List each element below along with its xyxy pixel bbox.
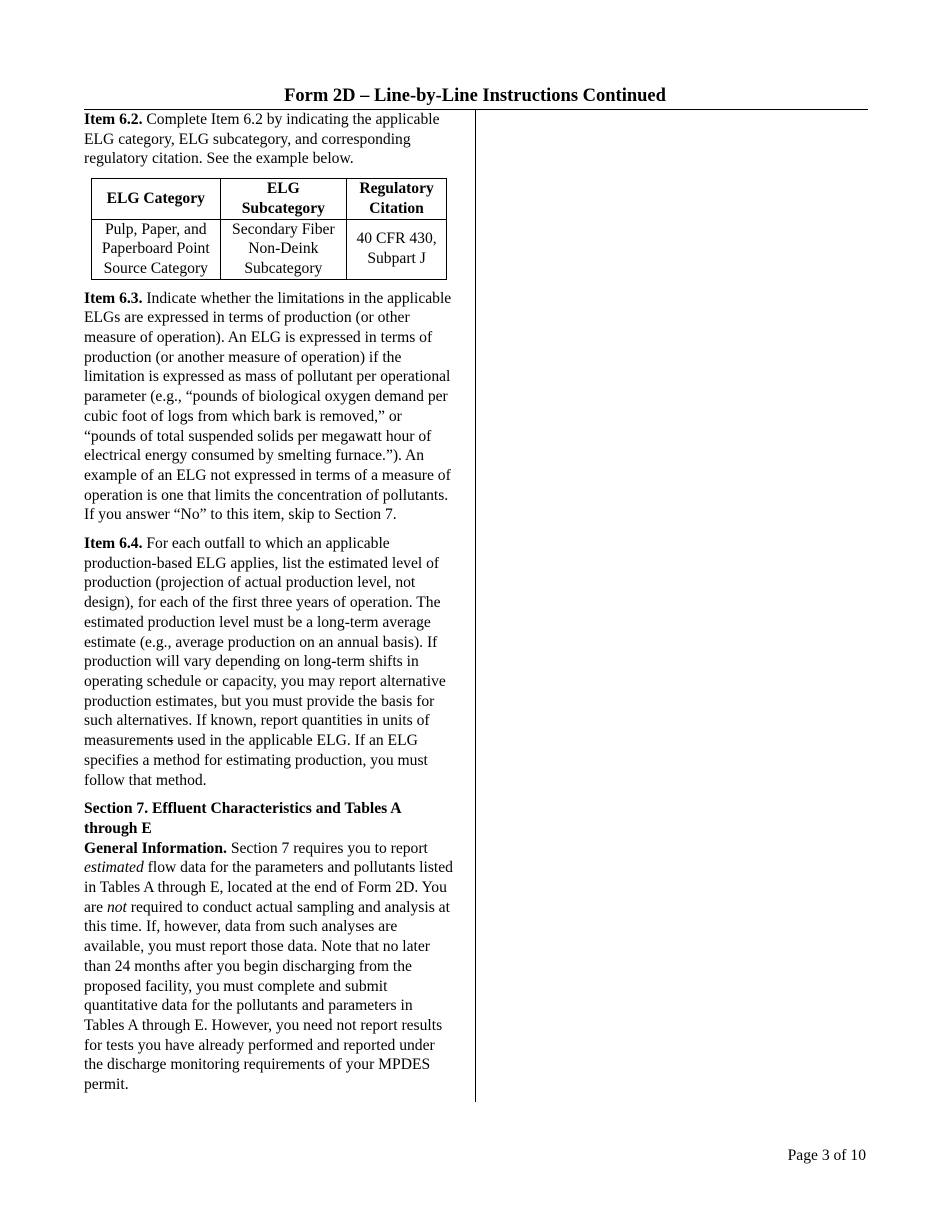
elg-header-category: ELG Category (92, 179, 221, 219)
page-number: Page 3 of 10 (787, 1147, 866, 1164)
elg-cell-category: Pulp, Paper, and Paperboard Point Source Category (92, 219, 221, 279)
left-column (84, 110, 454, 1104)
general-information-label: General Information. (84, 839, 227, 857)
elg-cell-citation: 40 CFR 430, Subpart J (347, 219, 447, 279)
item-6-2-text: Complete Item 6.2 by indicating the applicable ELG category, ELG subcategory, and corresponding regulatory citation. See the example below. (84, 111, 440, 168)
elg-table-row (92, 219, 447, 279)
elg-header-subcategory: ELG Subcategory (220, 179, 347, 219)
gi-emphasis-not: not (106, 898, 127, 916)
elg-cell-subcategory: Secondary Fiber Non-Deink Subcategory (220, 219, 347, 279)
elg-example-table (91, 178, 447, 280)
general-information (84, 839, 454, 1095)
gi-text-1: Section 7 requires you to report (226, 839, 428, 857)
item-6-4-struck-text: s (167, 732, 174, 750)
page-title: Form 2D – Line-by-Line Instructions Continued (284, 86, 666, 106)
elg-header-citation: Regulatory Citation (347, 179, 447, 219)
item-6-3 (84, 289, 454, 525)
item-6-4-text-b: used in the applicable ELG. If an ELG specifies a method for estimating production, you must follow that method. (84, 732, 428, 789)
item-6-3-text: Indicate whether the limitations in the applicable ELGs are expressed in terms of production (or other measure of operation). An ELG is expressed in terms of production (or another measure of operation) if the limitation is expressed as mass of pollutant per operational parameter (e.g., “pounds of biological oxygen demand per cubic foot of logs from which bark is removed,” or “pounds of total suspended solids per megawatt hour of electrical energy consumed by smelting furnace.”). An example of an ELG not expressed in terms of a measure of operation is one that limits the concentration of pollutants. If you answer “No” to this item, skip to Section 7. (84, 289, 452, 524)
elg-table-header-row (92, 179, 447, 219)
gi-emphasis-estimated: estimated (84, 859, 144, 877)
item-6-4-text-a: For each outfall to which an applicable production-based ELG applies, list the estimated level of production (projection of actual production level, not design), for each of the first three years of operation. The estimated production level must be a long-term average estimate (e.g., average production on an annual basis). If production will vary depending on long-term shifts in operating schedule or capacity, you may report alternative production estimates, but you must provide the basis for such alternatives. If known, report quantities in units of measurement (84, 535, 446, 750)
column-divider (475, 110, 476, 1102)
item-6-3-label: Item 6.3. (84, 289, 143, 307)
gi-text-2: flow data for the parameters and pollutants listed in Tables A through E, located at the end of Form 2D. You are (84, 859, 453, 916)
item-6-4 (84, 534, 454, 790)
item-6-2-label: Item 6.2. (84, 111, 143, 128)
section-7-heading: Section 7. Effluent Characteristics and Tables A through E (84, 800, 401, 837)
item-6-4-label: Item 6.4. (84, 535, 143, 553)
gi-text-3: required to conduct actual sampling and analysis at this time. If, however, data from such analyses are available, you must report those data. Note that no later than 24 months after you begin discharging from the proposed facility, you must complete and submit quantitative data for the pollutants and parameters in Tables A through E. However, you need not report results for tests you have already performed and reported under the discharge monitoring requirements of your MPDES permit. (84, 898, 450, 1094)
item-6-2 (84, 110, 454, 169)
